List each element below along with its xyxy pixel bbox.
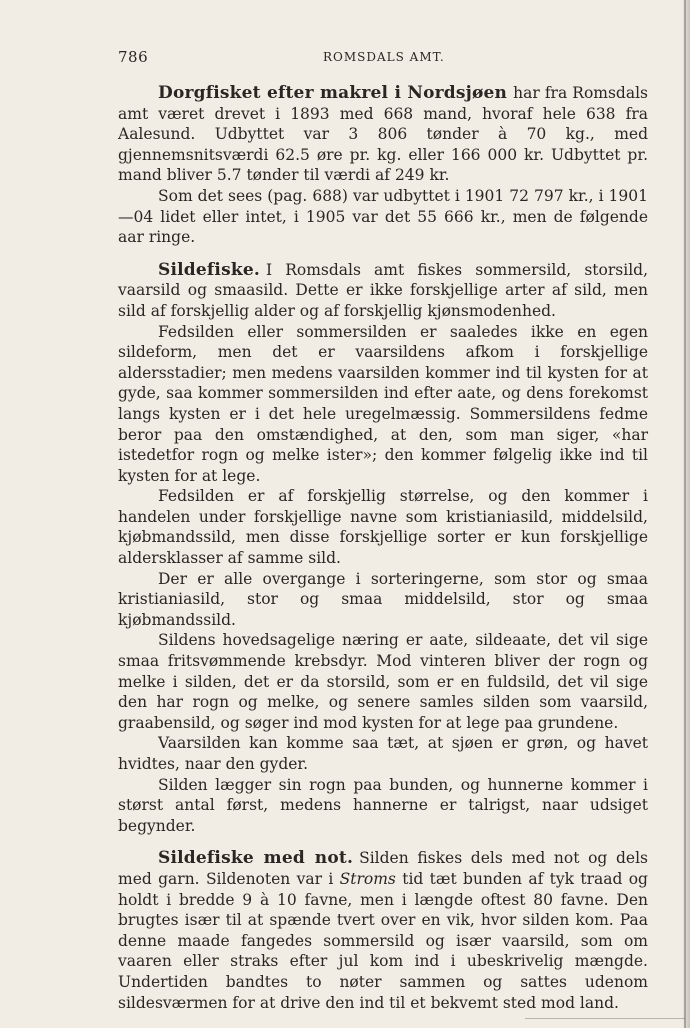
paragraph-text: har fra Romsdals amt været drevet i 1893 med 668 mand, hvoraf hele 638 fra Aalesund. Udbyttet var 3 806 tønder à 70 kg., med gjennemsnitsværdi 62.5 øre pr. kg. eller 166 000 kr. Udbyttet pr. mand bliver 5.7 tønder til værdi af 249 kr. (118, 84, 648, 185)
paragraph-text: Silden fiskes dels med not og dels med garn. Sildenoten var i (118, 849, 648, 888)
paragraph (118, 848, 648, 1013)
paragraph: Silden lægger sin rogn paa bunden, og hunnerne kommer i størst antal først, medens hannerne er talrigst, naar udsiget begynder. (118, 775, 648, 835)
paragraph: Fedsilden er af forskjellig størrelse, og den kommer i handelen under forskjellige navne som kristianiasild, middelsild, kjøbmandssild, men disse forskjellige sorter er kun forskjellige aldersklasser af samme sild. (118, 487, 648, 568)
paragraph: Fedsilden eller sommersilden er saaledes ikke en egen sildeform, men det er vaarsildens afkom i forskjellige aldersstadier; men medens vaarsilden kommer ind til kysten for at gyde, saa kommer sommersilden ind efter aate, og dens forekomst langs kysten er i det hele uregelmæssig. Sommersildens fedme beror paa den omstændighed, at den, som man siger, «har istedetfor rogn og melke ister»; den kommer følgelig ikke ind til kysten for at lege. (118, 322, 648, 485)
paragraph: Sildens hovedsagelige næring er aate, sildeaate, det vil sige smaa fritsvømmende krebsdyr. Mod vinteren bliver der rogn og melke i silden, det er da storsild, som er en fuldsild, det vil sige den har rogn og melke, og senere samles silden som vaarsild, graabensild, og søger ind mod kysten for at lege paa grundene. (118, 631, 648, 732)
page-number: 786 (118, 48, 149, 66)
paragraph: Som det sees (pag. 688) var udbyttet i 1901 72 797 kr., i 1901—04 lidet eller intet, i 1905 var det 55 666 kr., men de følgende aar ringe. (118, 186, 648, 247)
section-heading: Sildefiske med not. (158, 848, 354, 869)
section-sildefiske-med-not (118, 848, 648, 1013)
paragraph-text: tid tæt bunden af tyk traad og holdt i bredde 9 à 10 favne, men i længde oftest 80 favne. Den brugtes især til at spænde tvert over en vik, hvor silden kom. Paa denne maade fangedes sommersild og især vaarsild, som om vaaren eller straks efter jul kom ind i ubeskrivelig mængde. Undertiden bandtes to nøter sammen og sattes udenom sildesværmen for at drive den ind til et bekvemt sted mod land. (118, 869, 648, 1012)
italic-name: Stroms (339, 869, 396, 888)
paragraph (118, 260, 648, 322)
section-makrel (118, 83, 648, 248)
paragraph-text: I Romsdals amt fiskes sommersild, storsild, vaarsild og smaasild. Dette er ikke forskjellige arter af sild, men sild af forskjellig alder og af forskjellig kjønsmodenhed. (118, 260, 648, 320)
paragraph (118, 83, 648, 186)
section-heading: Dorgfisket efter makrel i Nordsjøen (158, 83, 508, 103)
section-heading: Sildefiske. (158, 259, 260, 280)
paragraph: Der er alle overgange i sorteringerne, som stor og smaa kristianiasild, stor og smaa middelsild, stor og smaa kjøbmandssild. (118, 569, 648, 629)
paragraph: Vaarsilden kan komme saa tæt, at sjøen er grøn, og havet hvidtes, naar den gyder. (118, 734, 648, 773)
running-head: ROMSDALS AMT. (323, 50, 445, 64)
page-header (118, 48, 648, 68)
section-sildefiske (118, 260, 648, 837)
bottom-edge-line (525, 1018, 685, 1019)
page-edge-shadow (682, 0, 690, 1028)
page-body (118, 83, 648, 1025)
